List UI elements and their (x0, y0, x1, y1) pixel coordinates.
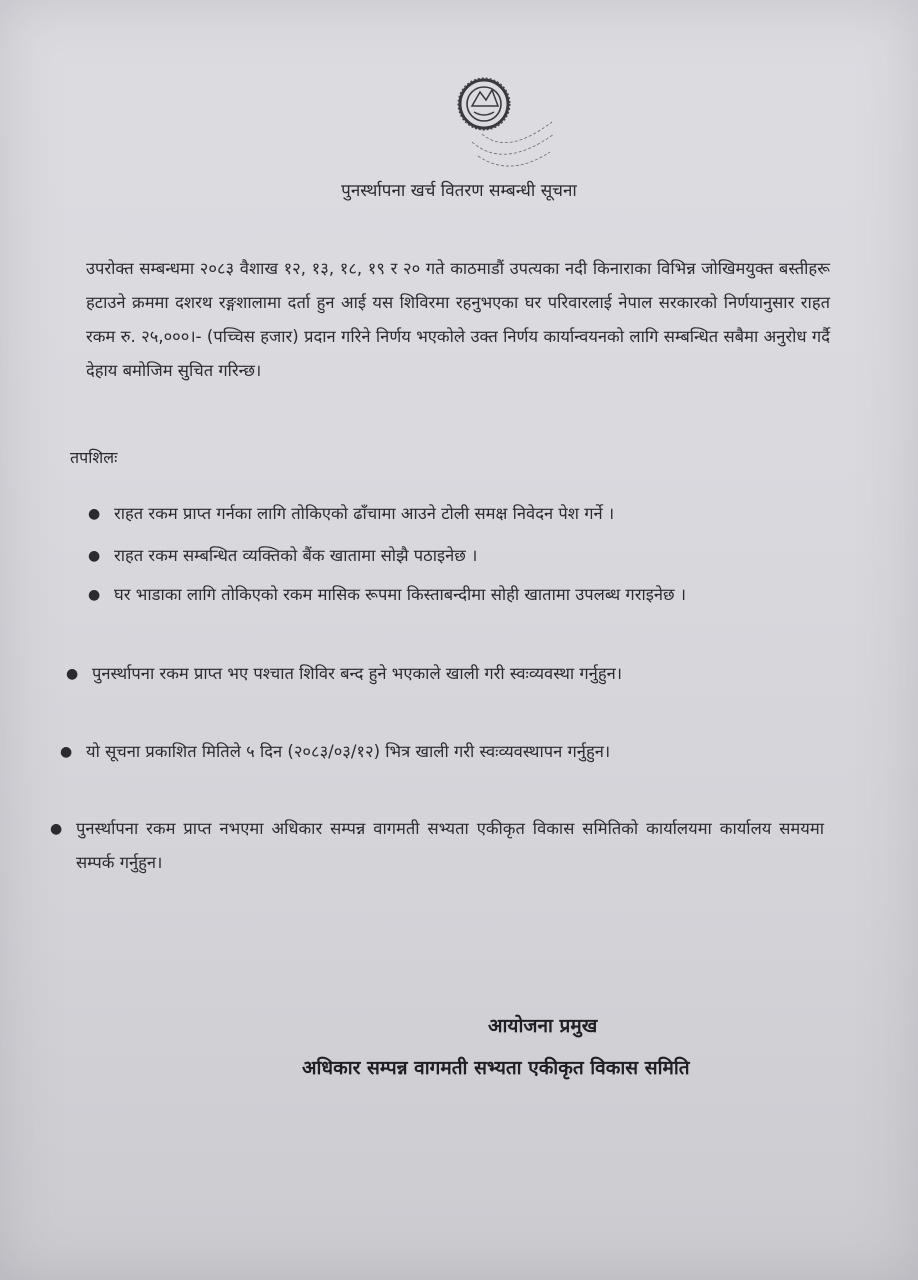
signatory-role: आयोजना प्रमुख (488, 1015, 598, 1037)
notice-title: पुनर्स्थापना खर्च वितरण सम्बन्धी सूचना (341, 181, 577, 201)
list-item: ● घर भाडाका लागि तोकिएको रकम मासिक रूपमा किस्ताबन्दीमा सोही खातामा उपलब्ध गराइनेछ । (114, 578, 820, 612)
bullet-dot-icon: ● (88, 587, 101, 603)
list-item: ● पुनर्स्थापना रकम प्राप्त भए पश्चात शिविर बन्द हुने भएकाले खाली गरी स्वःव्यवस्था गर्नुहुन। (92, 657, 822, 691)
bullet-dot-icon: ● (88, 506, 101, 522)
bullet-dot-icon: ● (60, 744, 73, 760)
signatory-organization: अधिकार सम्पन्न वागमती सभ्यता एकीकृत विकास समिति (302, 1057, 690, 1079)
list-item: ● यो सूचना प्रकाशित मितिले ५ दिन (२०८३/०३/१२) भित्र खाली गरी स्वःव्यवस्थापन गर्नुहुन। (86, 735, 822, 769)
list-item: ● राहत रकम सम्बन्धित व्यक्तिको बैंक खातामा सोझै पठाइनेछ । (114, 539, 814, 573)
list-item: ● पुनर्स्थापना रकम प्राप्त नभएमा अधिकार सम्पन्न वागमती सभ्यता एकीकृत विकास समितिको कार्यालयमा कार्यालय समयमा सम्पर्क गर्नुहुन। (76, 812, 824, 880)
body-paragraph: उपरोक्त सम्बन्धमा २०८३ वैशाख १२, १३, १८, १९ र २० गते काठमाडौं उपत्यका नदी किनाराका विभिन्न जोखिमयुक्त बस्तीहरू हटाउने क्रममा दशरथ रङ्गशालामा दर्ता हुन आई यस शिविरमा रहनुभएका घर परिवारलाई नेपाल सरकारको निर्णयानुसार राहत रकम रु. २५,०००।- (पच्चिस हजार) प्रदान गरिने निर्णय भएकोले उक्त निर्णय कार्यान्वयनको लागि सम्बन्धित सबैमा अनुरोध गर्दै देहाय बमोजिम सुचित गरिन्छ। (86, 259, 830, 380)
bullet-dot-icon: ● (66, 666, 79, 682)
bullet-dot-icon: ● (50, 821, 63, 837)
list-item: ● राहत रकम प्राप्त गर्नका लागि तोकिएको ढाँचामा आउने टोली समक्ष निवेदन पेश गर्ने । (114, 497, 814, 531)
details-label: तपशिलः (70, 448, 118, 467)
bullet-dot-icon: ● (88, 548, 101, 564)
